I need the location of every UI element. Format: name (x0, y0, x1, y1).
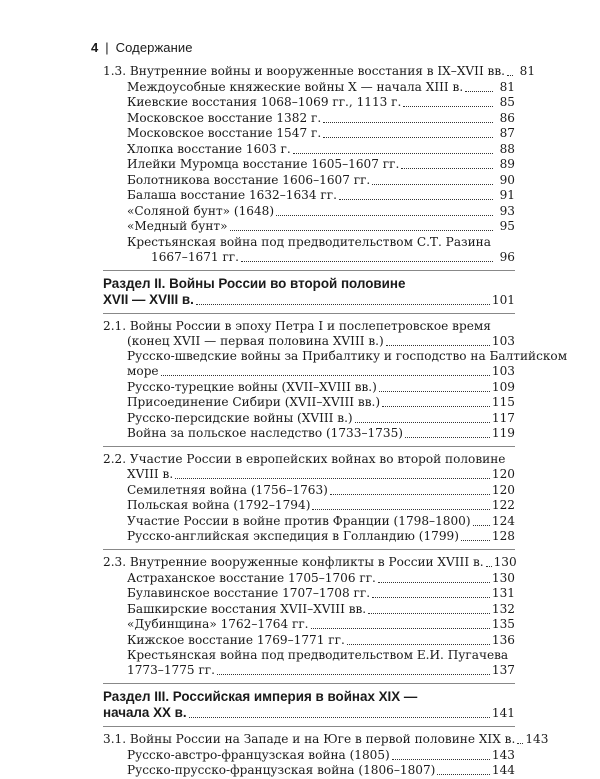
toc-entry-title: Присоединение Сибири (XVII–XVIII вв.) (127, 395, 381, 409)
toc-entry-page: 120 (491, 467, 515, 481)
toc-entry-title: Польская война (1792–1794) (127, 498, 311, 512)
dot-leader (323, 136, 493, 138)
toc-entry-title: 3.1. Войны России на Западе и на Юге в первой половине XIX в. (103, 732, 516, 746)
dot-leader (230, 229, 493, 231)
toc-entry-title: Московское восстание 1382 г. (127, 110, 322, 125)
dot-leader (461, 539, 490, 541)
dot-leader (378, 581, 490, 583)
dot-leader (161, 374, 490, 376)
dot-leader (276, 214, 493, 216)
section-divider (103, 726, 515, 727)
toc-entry-page: 86 (499, 110, 515, 125)
toc-entry-title: Илейки Муромца восстание 1605–1607 гг. (127, 157, 400, 171)
toc-item[interactable] (103, 395, 515, 410)
section-divider (103, 549, 515, 550)
toc-item[interactable] (103, 204, 515, 219)
dot-leader (293, 152, 493, 154)
header-title: Содержание (115, 39, 193, 55)
dot-leader (347, 643, 490, 645)
toc-item[interactable] (103, 498, 515, 513)
dot-leader (330, 493, 490, 495)
dot-leader (392, 758, 490, 760)
toc-item[interactable] (103, 426, 515, 441)
dot-leader (386, 344, 490, 346)
toc-entry-page: 120 (491, 482, 515, 497)
section-divider (103, 683, 515, 684)
toc-entry-title: 2.3. Внутренние вооруженные конфликты в России XVIII в. (103, 555, 484, 569)
dot-leader (486, 565, 492, 567)
toc-entry-page: 143 (491, 747, 515, 762)
dot-leader (312, 508, 489, 510)
dot-leader (517, 742, 523, 744)
table-of-contents (103, 64, 568, 779)
toc-section-2-3[interactable] (103, 555, 515, 570)
toc-entry-title: «Медный бунт» (127, 219, 228, 233)
part-3-title-line2: начала XX в. (103, 705, 187, 720)
toc-item[interactable] (103, 411, 515, 426)
toc-item[interactable] (103, 157, 515, 172)
toc-entry-page: 95 (499, 219, 515, 233)
toc-entry-page: 101 (491, 292, 515, 307)
toc-item[interactable] (103, 483, 515, 498)
dot-leader (189, 716, 490, 718)
toc-entry-page: 141 (491, 706, 515, 720)
dot-leader (437, 773, 490, 775)
toc-entry-title-line1[interactable]: Русско-шведские войны за Прибалтику и господство на Балтийском (127, 349, 568, 363)
toc-entry-title: «Дубинщина» 1762–1764 гг. (127, 617, 309, 631)
toc-item[interactable] (103, 571, 515, 586)
section-2-2-title-line1[interactable]: 2.2. Участие России в европейских войнах во второй половине (103, 452, 506, 466)
dot-leader (372, 596, 490, 598)
toc-entry-title: 1.3. Внутренние войны и вооруженные восстания в IX–XVII вв. (103, 64, 506, 78)
section-divider (103, 446, 515, 447)
toc-entry-page: 144 (491, 763, 515, 777)
toc-item[interactable] (103, 763, 515, 778)
toc-entry-page: 96 (499, 249, 515, 264)
dot-leader (217, 673, 490, 675)
toc-section-3-1[interactable] (103, 732, 549, 747)
toc-item[interactable] (103, 514, 515, 529)
toc-entry-title: Русско-персидские войны (XVIII в.) (127, 410, 353, 425)
toc-entry-title: Война за польское наследство (1733–1735) (127, 426, 403, 440)
dot-leader (368, 612, 490, 614)
toc-entry-page: 81 (499, 79, 515, 94)
toc-entry-page: 81 (519, 64, 536, 78)
running-header (91, 38, 193, 56)
toc-section-1-3[interactable] (103, 64, 536, 79)
dot-leader (323, 121, 493, 123)
toc-item[interactable] (103, 80, 515, 95)
toc-entry-page: 89 (499, 157, 515, 171)
toc-entry-page: 130 (493, 555, 517, 569)
dot-leader (241, 260, 493, 262)
toc-entry-page: 119 (491, 426, 515, 440)
toc-entry-page: 103 (491, 333, 515, 348)
toc-entry-title-line1[interactable]: Крестьянская война под предводительством Е.И. Пугачева (127, 648, 509, 662)
dot-leader (403, 105, 493, 107)
toc-entry-title: Семилетняя война (1756–1763) (127, 482, 328, 497)
toc-entry-page: 130 (491, 570, 515, 585)
toc-entry-page: 88 (499, 141, 515, 156)
part-2-title-line2: XVII — XVIII в. (103, 291, 194, 307)
part-2-title-line1[interactable]: Раздел II. Войны России во второй половине (103, 275, 406, 291)
dot-leader (507, 74, 513, 76)
header-separator: | (105, 39, 109, 55)
toc-entry-page: 117 (491, 410, 515, 425)
toc-entry-page: 115 (491, 395, 515, 409)
toc-entry-title-line2: 1667–1671 гг. (151, 249, 239, 264)
toc-entry-title: Болотникова восстание 1606–1607 гг. (127, 172, 371, 187)
toc-entry-page: 87 (499, 126, 515, 140)
toc-item-baltic[interactable] (103, 364, 515, 379)
toc-entry-title: Астраханское восстание 1705–1706 гг. (127, 570, 376, 585)
toc-entry-page: 131 (491, 586, 515, 600)
dot-leader (372, 183, 493, 185)
toc-entry-page: 137 (491, 663, 515, 677)
toc-entry-title-line1[interactable]: Крестьянская война под предводительством С.Т. Разина (127, 234, 491, 249)
toc-item[interactable] (103, 380, 515, 395)
section-2-1-title-line1[interactable]: 2.1. Войны России в эпоху Петра I и послепетровское время (103, 318, 491, 333)
toc-part-2[interactable] (103, 292, 515, 308)
dot-leader (339, 198, 493, 200)
toc-item[interactable] (103, 142, 515, 157)
toc-entry-title: Булавинское восстание 1707–1708 гг. (127, 586, 371, 600)
toc-entry-title: Башкирские восстания XVII–XVIII вв. (127, 601, 367, 616)
dot-leader (311, 627, 490, 629)
toc-entry-page: 135 (491, 617, 515, 631)
toc-entry-page: 122 (491, 498, 515, 512)
toc-item[interactable] (103, 188, 515, 203)
toc-entry-page: 90 (499, 172, 515, 187)
toc-entry-title: «Соляной бунт» (1648) (127, 203, 275, 218)
toc-item[interactable] (103, 586, 515, 601)
dot-leader (196, 303, 490, 305)
toc-item[interactable] (103, 617, 515, 632)
toc-item[interactable] (103, 633, 515, 648)
toc-item[interactable] (103, 219, 515, 234)
toc-entry-page: 93 (499, 203, 515, 218)
dot-leader (382, 405, 490, 407)
toc-entry-title: Русско-прусско-французская война (1806–1807) (127, 763, 436, 777)
toc-entry-title: Участие России в войне против Франции (1798–1800) (127, 513, 471, 528)
toc-item[interactable] (103, 111, 515, 126)
dot-leader (465, 90, 493, 92)
toc-entry-page: 85 (499, 95, 515, 109)
toc-entry-title: Русско-английская экспедиция в Голландию (1799) (127, 529, 459, 543)
toc-item-razin[interactable] (103, 250, 515, 265)
toc-entry-page: 132 (491, 601, 515, 616)
toc-section-2-2[interactable] (103, 467, 515, 482)
toc-entry-title: Кижское восстание 1769–1771 гг. (127, 632, 345, 647)
toc-entry-page: 91 (499, 188, 515, 202)
toc-entry-title-line2: море (127, 364, 159, 378)
section-2-1-title-line2: (конец XVII — первая половина XVIII в.) (127, 333, 384, 348)
toc-item[interactable] (103, 602, 515, 617)
section-divider (103, 313, 515, 314)
section-2-2-title-line2: XVIII в. (127, 467, 174, 481)
toc-item-pugachev[interactable] (103, 663, 515, 678)
dot-leader (405, 436, 490, 438)
toc-item[interactable] (103, 95, 515, 110)
toc-entry-title-line2: 1773–1775 гг. (127, 663, 215, 677)
toc-item[interactable] (103, 173, 515, 188)
dot-leader (473, 524, 490, 526)
toc-part-3[interactable] (103, 705, 515, 721)
toc-item[interactable] (103, 529, 515, 544)
toc-entry-title: Русско-австро-французская война (1805) (127, 747, 390, 762)
toc-entry-page: 109 (491, 379, 515, 394)
dot-leader (355, 421, 490, 423)
toc-entry-title: Московское восстание 1547 г. (127, 126, 322, 140)
toc-entry-page: 136 (491, 632, 515, 647)
dot-leader (379, 390, 490, 392)
dot-leader (401, 167, 493, 169)
toc-entry-title: Русско-турецкие войны (XVII–XVIII вв.) (127, 379, 377, 394)
dot-leader (175, 477, 490, 479)
toc-entry-title: Киевские восстания 1068–1069 гг., 1113 г. (127, 95, 402, 109)
part-3-title-line1[interactable]: Раздел III. Российская империя в войнах XIX — (103, 689, 418, 704)
toc-entry-page: 143 (525, 732, 549, 746)
toc-section-2-1[interactable] (103, 334, 515, 349)
section-divider (103, 270, 515, 271)
toc-item[interactable] (103, 126, 515, 141)
toc-entry-page: 124 (491, 513, 515, 528)
toc-entry-title: Междоусобные княжеские войны X — начала XIII в. (127, 79, 464, 94)
toc-entry-title: Балаша восстание 1632–1634 гг. (127, 188, 337, 202)
page-number: 4 (91, 39, 99, 55)
toc-entry-page: 103 (491, 364, 515, 378)
toc-entry-page: 128 (491, 529, 515, 543)
toc-entry-title: Хлопка восстание 1603 г. (127, 141, 291, 156)
